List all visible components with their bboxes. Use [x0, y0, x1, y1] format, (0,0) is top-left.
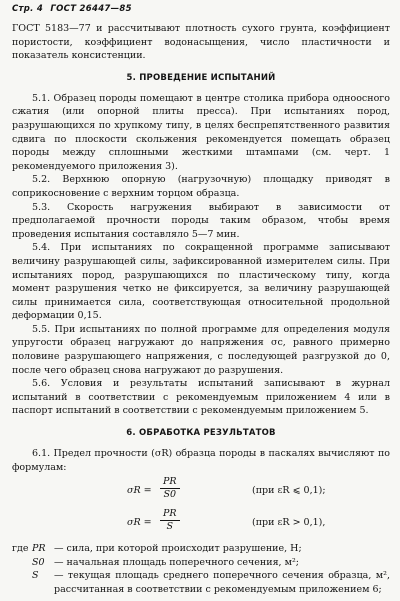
- definition-row: [12, 556, 390, 570]
- definition-row: [12, 569, 390, 596]
- formula-lhs: σR =: [127, 485, 152, 497]
- formula-strength-large-strain: [12, 508, 390, 538]
- definition-text: — текущая площадь среднего поперечного сечения образца, м², рассчитанная в соответствии с рекомендуемым приложением 6;: [54, 570, 390, 595]
- symbol-definitions: [12, 542, 390, 596]
- standard-number: ГОСТ 26447—85: [50, 4, 132, 14]
- page-number: Стр. 4: [12, 4, 44, 14]
- fraction-denominator: S: [166, 521, 174, 533]
- definition-row: [12, 542, 390, 556]
- section-6-title: 6. ОБРАБОТКА РЕЗУЛЬТАТОВ: [126, 428, 276, 439]
- clause-5-5: 5.5. При испытаниях по полной программе для определения модуля упругости образец нагружают до напряжения σc, равного примерно половине разрушающего напряжения, с последующей разгрузкой до 0, после чего образец снова нагружают до разрушения.: [12, 323, 390, 376]
- where-label: где: [12, 543, 29, 555]
- clause-5-4: 5.4. При испытаниях по сокращенной программе записывают величину разрушающей силы, зафиксированной измерителем силы. При испытаниях пород, разрушающихся по пластическому типу, когда момент разрушения четко не фиксируется, за величину разрушающей силы принимается сила, соответствующая относительной продольной деформации 0,15.: [12, 242, 390, 322]
- clause-5-3: 5.3. Скорость нагружения выбирают в зависимости от предполагаемой прочности породы таким образом, чтобы время проведения испытания составляло 5—7 мин.: [12, 201, 390, 240]
- clause-5-6: 5.6. Условия и результаты испытаний записывают в журнал испытаний в соответствии с рекомендуемым приложением 4 или в паспорт испытаний в соответствии с рекомендуемым приложением 5.: [12, 378, 390, 417]
- clause-6-1: 6.1. Предел прочности (σR) образца породы в паскалях вычисляют по формулам:: [12, 448, 390, 473]
- formula-fraction: [160, 476, 180, 501]
- fraction-denominator: S0: [163, 489, 177, 501]
- fraction-numerator: PR: [160, 476, 180, 489]
- formula-condition: (при εR ⩽ 0,1);: [252, 485, 326, 497]
- clause-5-2: 5.2. Верхнюю опорную (нагрузочную) площадку приводят в соприкосновение с верхним торцом образца.: [12, 174, 390, 199]
- definition-text: — начальная площадь поперечного сечения, м²;: [54, 556, 299, 568]
- fraction-numerator: PR: [160, 508, 180, 521]
- formula-strength-small-strain: [12, 476, 390, 506]
- page-header: [12, 4, 136, 14]
- formula-lhs: σR =: [127, 517, 152, 529]
- section-5-title: 5. ПРОВЕДЕНИЕ ИСПЫТАНИЙ: [126, 72, 276, 83]
- definition-symbol: S0: [32, 556, 45, 568]
- definition-text: — сила, при которой происходит разрушение, Н;: [54, 543, 302, 555]
- formula-fraction: [160, 508, 180, 533]
- formula-condition: (при εR > 0,1),: [252, 517, 326, 529]
- intro-paragraph: ГОСТ 5183—77 и рассчитывают плотность сухого грунта, коэффициент пористости, коэффициент водонасыщения, число пластичности и показатель консистенции.: [12, 23, 390, 62]
- clause-5-1: 5.1. Образец породы помещают в центре столика прибора одноосного сжатия (или опорной плиты пресса). При испытаниях пород, разрушающихся по хрупкому типу, в целях беспрепятственного развития сдвига по плоскости скольжения рекомендуется помещать образец породы между сплошными жесткими штампами (см. черт. 1 рекомендуемого приложения 3).: [12, 92, 390, 172]
- document-body: [12, 22, 390, 597]
- definition-symbol: PR: [32, 543, 46, 555]
- definition-symbol: S: [32, 570, 39, 582]
